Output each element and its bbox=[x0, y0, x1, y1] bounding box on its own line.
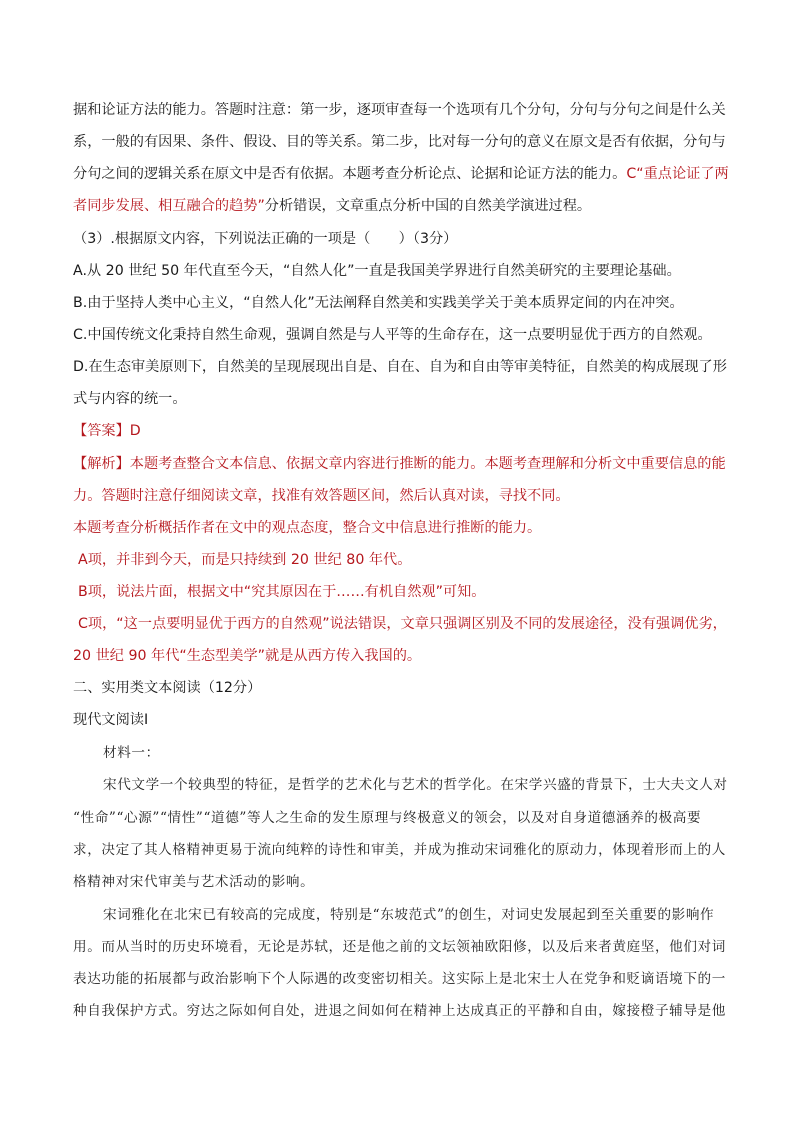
option-d: D.在生态审美原则下，自然美的呈现展现出自是、自在、自为和自由等审美特征，自然美的构成展现了形 bbox=[73, 359, 727, 375]
material-line: 格精神对宋代审美与艺术活动的影响。 bbox=[73, 874, 315, 890]
analysis-option-c: C项，“这一点要明显优于西方的自然观”说法错误，文章只强调区别及不同的发展途径，没有强调优劣， bbox=[78, 616, 727, 632]
paragraph-line bbox=[73, 164, 729, 184]
section-subheading: 现代文阅读Ⅰ bbox=[73, 712, 149, 728]
material-line: “性命”“心源”“情性”“道德”等人之生命的发生原理与终极意义的领会，以及对自身道德涵养的极高要 bbox=[73, 810, 702, 826]
analysis-text: 本题考查整合文本信息、依据文章内容进行推断的能力。本题考查理解和分析文中重要信息的能 bbox=[129, 456, 726, 472]
material-line: 表达功能的拓展都与政治影响下个人际遇的改变密切相关。这实际上是北宋士人在党争和贬谪语境下的一 bbox=[73, 971, 726, 987]
material-line: 种自我保护方式。穷达之际如何自处，进退之间如何在精神上达成真正的平静和自由，嫁接橙子辅导是他 bbox=[73, 1003, 726, 1019]
analysis-line: 本题考查分析概括作者在文中的观点态度，整合文中信息进行推断的能力。 bbox=[73, 520, 542, 536]
material-line: 宋代文学一个较典型的特征，是哲学的艺术化与艺术的哲学化。在宋学兴盛的背景下，士大夫文人对 bbox=[103, 777, 728, 793]
answer-line bbox=[73, 421, 141, 441]
analysis-option-c-continued: 20 世纪 90 年代“生态型美学”就是从西方传入我国的。 bbox=[73, 648, 422, 664]
paragraph-line: 据和论证方法的能力。答题时注意：第一步，逐项审查每一个选项有几个分句，分句与分句之间是什么关 bbox=[73, 102, 726, 118]
paragraph-text: 分析错误，文章重点分析中国的自然美学演进过程。 bbox=[264, 198, 592, 214]
paragraph-text: 分句之间的逻辑关系在原文中是否有依据。本题考查分析论点、论据和论证方法的能力。 bbox=[73, 166, 627, 182]
analysis-option-a: A项，并非到今天，而是只持续到 20 世纪 80 年代。 bbox=[78, 552, 412, 568]
answer-value: D bbox=[129, 423, 141, 439]
paragraph-line: 系，一般的有因果、条件、假设、目的等关系。第二步，比对每一分句的意义在原文是否有依据，分句与 bbox=[73, 134, 726, 150]
option-d-continued: 式与内容的统一。 bbox=[73, 391, 187, 407]
section-heading: 二、实用类文本阅读（12分） bbox=[73, 680, 262, 696]
option-a: A.从 20 世纪 50 年代直至今天，“自然人化”一直是我国美学界进行自然美研究的主要理论基础。 bbox=[73, 263, 681, 279]
option-b: B.由于坚持人类中心主义，“自然人化”无法阐释自然美和实践美学关于美本质界定间的内在冲突。 bbox=[73, 295, 684, 311]
material-line: 求，决定了其人格精神更易于流向纯粹的诗性和审美，并成为推动宋词雅化的原动力，体现着形而上的人 bbox=[73, 842, 726, 858]
material-line: 用。而从当时的历史环境看，无论是苏轼，还是他之前的文坛领袖欧阳修，以及后来者黄庭坚，他们对词 bbox=[73, 939, 726, 955]
quoted-option-text: 者同步发展、相互融合的趋势” bbox=[73, 198, 265, 214]
analysis-line bbox=[73, 454, 726, 474]
analysis-option-b: B项，说法片面，根据文中“究其原因在于……有机自然观”可知。 bbox=[78, 584, 486, 600]
material-line: 宋词雅化在北宋已有较高的完成度，特别是“东坡范式”的创生，对词史发展起到至关重要的影响作 bbox=[103, 907, 715, 923]
paragraph-line bbox=[73, 196, 591, 216]
question-stem: （3）.根据原文内容，下列说法正确的一项是（ ）（3分） bbox=[73, 231, 458, 247]
answer-label: 【答案】 bbox=[73, 423, 130, 439]
analysis-label: 【解析】 bbox=[73, 456, 130, 472]
material-label: 材料一： bbox=[103, 745, 160, 761]
option-c: C.中国传统文化秉持自然生命观，强调自然是与人平等的生命存在，这一点要明显优于西方的自然观。 bbox=[73, 327, 712, 343]
quoted-option-text: C“重点论证了两 bbox=[626, 166, 729, 182]
analysis-line: 力。答题时注意仔细阅读文章，找准有效答题区间，然后认真对读，寻找不同。 bbox=[73, 488, 570, 504]
